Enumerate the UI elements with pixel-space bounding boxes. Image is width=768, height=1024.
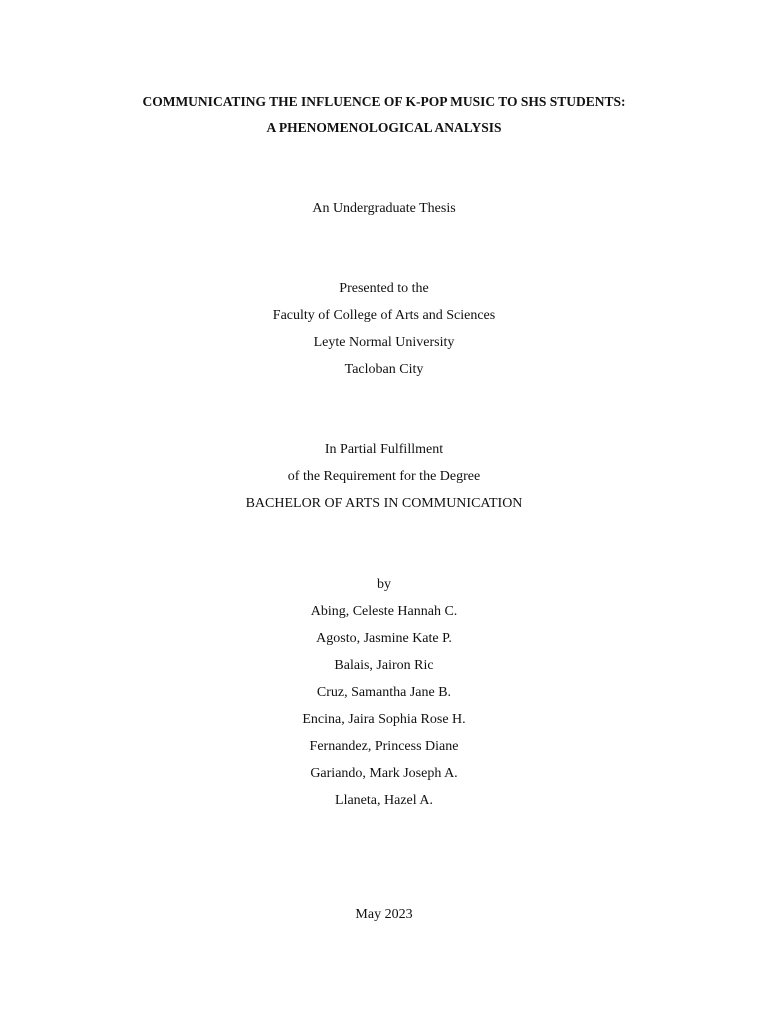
university-name: Leyte Normal University [313,335,455,350]
thesis-type: An Undergraduate Thesis [312,201,456,216]
author-name: Balais, Jairon Ric [334,658,434,673]
fulfillment-line-2: of the Requirement for the Degree [287,469,481,484]
presented-to: Presented to the [339,281,429,296]
thesis-title-line-2: A PHENOMENOLOGICAL ANALYSIS [266,120,502,135]
author-name: Llaneta, Hazel A. [335,793,433,808]
city-name: Tacloban City [344,362,424,377]
author-name: Abing, Celeste Hannah C. [310,604,458,619]
author-name: Cruz, Samantha Jane B. [316,685,452,700]
author-name: Agosto, Jasmine Kate P. [316,631,452,646]
submission-date: May 2023 [355,907,413,922]
fulfillment-line-1: In Partial Fulfillment [324,442,444,457]
thesis-title-line-1: COMMUNICATING THE INFLUENCE OF K-POP MUSIC TO SHS STUDENTS: [142,94,626,109]
by-label: by [377,577,391,592]
faculty-name: Faculty of College of Arts and Sciences [272,308,496,323]
author-name: Gariando, Mark Joseph A. [310,766,458,781]
degree-name: BACHELOR OF ARTS IN COMMUNICATION [245,496,523,511]
author-name: Encina, Jaira Sophia Rose H. [302,712,466,727]
author-name: Fernandez, Princess Diane [309,739,459,754]
